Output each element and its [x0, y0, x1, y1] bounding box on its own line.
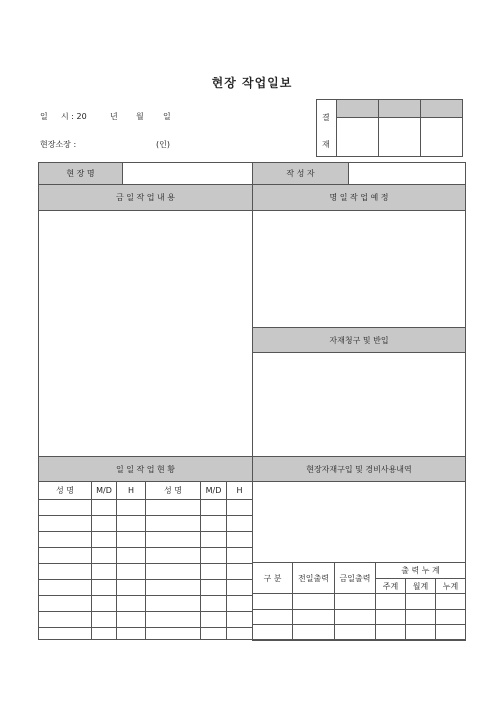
status-cell[interactable]	[38, 595, 92, 612]
status-cell[interactable]	[200, 515, 227, 532]
status-cell[interactable]	[38, 579, 92, 596]
status-cell[interactable]	[91, 531, 117, 548]
status-cell[interactable]	[145, 499, 201, 516]
status-cell[interactable]	[91, 515, 117, 532]
status-cell[interactable]	[200, 563, 227, 580]
today-work-header: 금 일 작 업 내 용	[38, 184, 253, 211]
output-cell[interactable]	[292, 609, 335, 625]
status-cell[interactable]	[226, 499, 253, 516]
status-cell[interactable]	[226, 627, 253, 640]
writer-label: 작 성 자	[252, 162, 349, 185]
tomorrow-work-header: 명 일 작 업 예 정	[252, 184, 466, 211]
col-h-2: H	[226, 481, 253, 500]
status-cell[interactable]	[116, 579, 146, 596]
approval-bottom: 재	[322, 140, 330, 149]
status-cell[interactable]	[226, 595, 253, 612]
status-cell[interactable]	[226, 515, 253, 532]
output-cell[interactable]	[252, 624, 293, 641]
tomorrow-work-area[interactable]	[252, 210, 466, 328]
output-cell[interactable]	[292, 624, 335, 641]
materials-area[interactable]	[252, 352, 466, 457]
status-cell[interactable]	[91, 563, 117, 580]
output-total: 누계	[435, 578, 466, 594]
col-name-2: 성 명	[145, 481, 201, 500]
col-name-1: 성 명	[38, 481, 92, 500]
status-cell[interactable]	[200, 547, 227, 564]
output-today: 금일출력	[334, 562, 376, 594]
year-label: 년	[110, 112, 118, 121]
page-title: 현장 작업일보	[211, 76, 293, 90]
site-name-label: 현 장 명	[38, 162, 123, 185]
output-cell[interactable]	[252, 609, 293, 625]
status-cell[interactable]	[38, 611, 92, 628]
output-cell[interactable]	[405, 624, 436, 641]
status-cell[interactable]	[200, 499, 227, 516]
output-weekly: 주계	[375, 578, 406, 594]
output-cell[interactable]	[435, 624, 466, 641]
status-cell[interactable]	[91, 579, 117, 596]
month-label: 월	[136, 112, 144, 121]
seal-label: (인)	[156, 140, 170, 149]
status-cell[interactable]	[200, 579, 227, 596]
output-cell[interactable]	[375, 609, 406, 625]
status-cell[interactable]	[116, 627, 146, 640]
col-md-1: M/D	[91, 481, 117, 500]
status-cell[interactable]	[145, 515, 201, 532]
output-cell[interactable]	[334, 593, 376, 610]
status-cell[interactable]	[145, 627, 201, 640]
status-cell[interactable]	[116, 611, 146, 628]
status-cell[interactable]	[145, 547, 201, 564]
status-cell[interactable]	[116, 547, 146, 564]
approval-top: 결	[322, 113, 330, 122]
output-monthly: 월계	[405, 578, 436, 594]
expense-area[interactable]	[252, 481, 466, 563]
status-cell[interactable]	[226, 531, 253, 548]
status-cell[interactable]	[116, 499, 146, 516]
expense-header: 현장자재구입 및 경비사용내역	[252, 456, 466, 482]
status-cell[interactable]	[38, 515, 92, 532]
status-cell[interactable]	[38, 499, 92, 516]
date-label-2: 시 : 20	[61, 112, 87, 121]
status-cell[interactable]	[116, 595, 146, 612]
foreman-label: 현장소장 :	[40, 140, 77, 149]
status-cell[interactable]	[226, 563, 253, 580]
status-cell[interactable]	[116, 531, 146, 548]
daily-status-header: 일 일 작 업 현 황	[38, 456, 253, 482]
output-cell[interactable]	[334, 624, 376, 641]
status-cell[interactable]	[145, 595, 201, 612]
site-name-field[interactable]	[122, 162, 253, 185]
output-cell[interactable]	[334, 609, 376, 625]
output-cell[interactable]	[435, 593, 466, 610]
approval-header	[336, 100, 462, 117]
status-cell[interactable]	[91, 595, 117, 612]
col-md-2: M/D	[200, 481, 227, 500]
status-cell[interactable]	[226, 579, 253, 596]
status-cell[interactable]	[200, 627, 227, 640]
day-label: 일	[163, 112, 171, 121]
status-cell[interactable]	[200, 611, 227, 628]
status-cell[interactable]	[200, 531, 227, 548]
output-cell[interactable]	[435, 609, 466, 625]
output-cell[interactable]	[252, 593, 293, 610]
status-cell[interactable]	[38, 531, 92, 548]
status-cell[interactable]	[38, 563, 92, 580]
output-cell[interactable]	[405, 609, 436, 625]
status-cell[interactable]	[91, 499, 117, 516]
status-cell[interactable]	[226, 547, 253, 564]
writer-field[interactable]	[348, 162, 466, 185]
today-work-area[interactable]	[38, 210, 253, 457]
output-cell[interactable]	[375, 593, 406, 610]
output-cell[interactable]	[405, 593, 436, 610]
output-cell[interactable]	[375, 624, 406, 641]
output-cell[interactable]	[292, 593, 335, 610]
status-cell[interactable]	[116, 563, 146, 580]
status-cell[interactable]	[145, 531, 201, 548]
status-cell[interactable]	[116, 515, 146, 532]
status-cell[interactable]	[38, 627, 92, 640]
status-cell[interactable]	[38, 547, 92, 564]
status-cell[interactable]	[91, 611, 117, 628]
materials-header: 자재청구 및 반입	[252, 327, 466, 353]
output-group: 출 력 누 계	[375, 562, 466, 579]
status-cell[interactable]	[145, 563, 201, 580]
date-label: 일	[40, 112, 48, 121]
output-prev: 전일출력	[292, 562, 335, 594]
status-cell[interactable]	[91, 627, 117, 640]
status-cell[interactable]	[200, 595, 227, 612]
status-cell[interactable]	[145, 611, 201, 628]
status-cell[interactable]	[91, 547, 117, 564]
status-cell[interactable]	[226, 611, 253, 628]
col-h-1: H	[116, 481, 146, 500]
status-cell[interactable]	[145, 579, 201, 596]
output-category: 구 분	[252, 562, 293, 594]
